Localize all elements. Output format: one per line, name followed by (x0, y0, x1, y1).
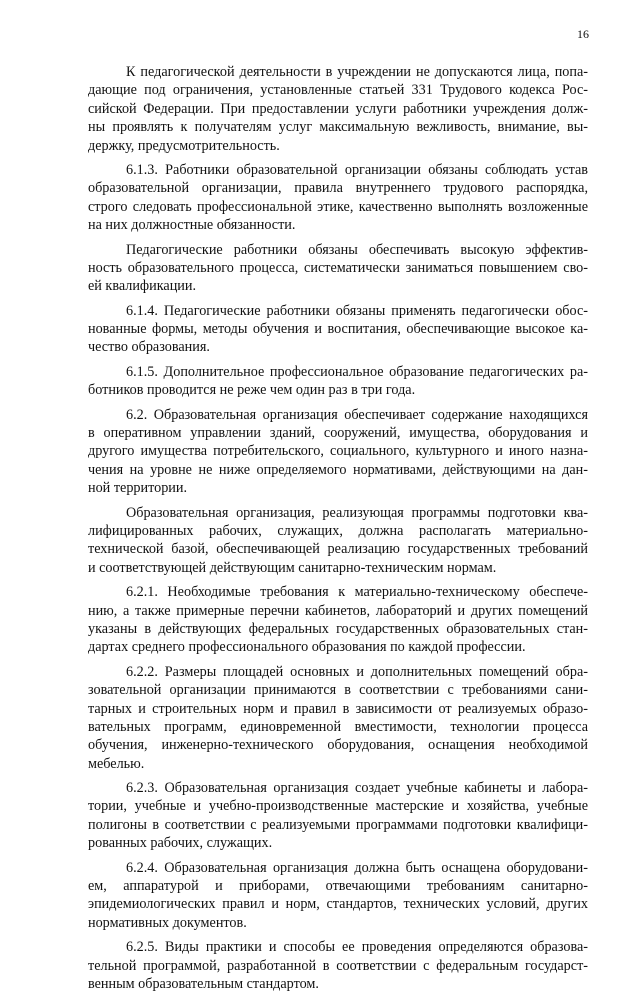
text-line: 6.2.4. Образовательная организация должна быть оснащена оборудовани- (126, 859, 588, 876)
text-line: 6.2.1. Необходимые требования к материально-техническому обеспече- (126, 584, 588, 601)
text-line: мебелью. (88, 755, 145, 772)
text-line: образовательной организации, правила внутреннего трудового распорядка, (88, 180, 588, 197)
text-line: 6.2.5. Виды практики и способы ее проведения определяются образова- (126, 939, 588, 956)
text-line: дающие под ограничения, установленные статьей 331 Трудового кодекса Рос- (88, 82, 588, 99)
text-line: 6.2. Образовательная организация обеспечивает содержание находящихся (126, 406, 588, 423)
text-line: на них должностные обязанности. (88, 217, 296, 234)
text-line: 6.2.2. Размеры площадей основных и дополнительных помещений обра- (126, 663, 588, 680)
text-line: и соответствующей действующим санитарно-техническим нормам. (88, 559, 497, 576)
paragraph (88, 63, 588, 155)
text-line: дартах среднего профессионального образования по каждой профессии. (88, 639, 526, 656)
text-line: ем, аппаратурой и приборами, отвечающими требованиям санитарно- (88, 878, 588, 895)
paragraph (88, 779, 588, 853)
text-line: в оперативном управлении зданий, сооружений, имущества, оборудования и (88, 425, 588, 442)
paragraph (88, 504, 588, 578)
text-line: тории, учебные и учебно-производственные мастерские и хозяйства, учебные (88, 798, 588, 815)
text-line: ной территории. (88, 480, 188, 497)
text-line: 6.1.3. Работники образовательной организации обязаны соблюдать устав (126, 161, 588, 178)
text-line: другого имущества потребительского, социального, культурного и иного назна- (88, 443, 588, 460)
text-line: ность образовательного процесса, систематически заниматься повышением сво- (88, 259, 588, 276)
text-line: ботников проводится не реже чем один раз в три года. (88, 382, 416, 399)
paragraph (88, 663, 588, 773)
text-line: рованных рабочих, служащих. (88, 835, 273, 852)
text-line: 6.1.4. Педагогические работники обязаны применять педагогически обос- (126, 302, 588, 319)
paragraph (88, 241, 588, 296)
text-line: указаны в действующих федеральных государственных образовательных стан- (88, 620, 588, 637)
paragraph (88, 363, 588, 400)
text-line: 6.2.3. Образовательная организация создает учебные кабинеты и лабора- (126, 780, 588, 797)
text-line: ей квалификации. (88, 278, 197, 295)
text-line: ны проявлять к получателям услуг максимальную вежливость, внимание, вы- (88, 119, 588, 136)
text-line: нию, а также примерные перечни кабинетов, лабораторий и других помещений (88, 602, 588, 619)
text-line: К педагогической деятельности в учреждении не допускаются лица, попа- (126, 64, 588, 80)
text-line: тарных и строительных норм и правил в зависимости от реализуемых образо- (88, 700, 588, 717)
text-line: технической базой, обеспечивающей реализацию государственных требований (88, 541, 588, 558)
text-line: держку, предусмотрительность. (88, 137, 280, 154)
document-body (88, 63, 588, 999)
text-line: нованные формы, методы обучения и воспитания, обеспечивающие высокое ка- (88, 321, 588, 338)
text-line: Образовательная организация, реализующая программы подготовки ква- (126, 504, 588, 521)
text-line: лифицированных рабочих, служащих, должна располагать материально- (88, 522, 588, 539)
text-line: чения на уровне не ниже определяемого нормативами, действующими на дан- (88, 461, 588, 478)
text-line: 6.1.5. Дополнительное профессиональное образование педагогических ра- (126, 363, 588, 380)
paragraph (88, 583, 588, 657)
text-line: обучения, инженерно-технического оборудования, оснащения необходимой (88, 737, 588, 754)
text-line: венным образовательным стандартом. (88, 975, 319, 992)
text-line: эпидемиологических правил и норм, стандартов, технических условий, других (88, 896, 588, 913)
paragraph (88, 302, 588, 357)
text-line: зовательной организации принимаются в соответствии с требованиями сани- (88, 682, 588, 699)
text-line: вательных программ, единовременной вместимости, технологии процесса (88, 718, 588, 735)
paragraph (88, 161, 588, 235)
paragraph (88, 406, 588, 498)
page-number: 16 (577, 27, 589, 41)
text-line: нормативных документов. (88, 914, 247, 931)
paragraph (88, 859, 588, 933)
text-line: Педагогические работники обязаны обеспечивать высокую эффектив- (126, 241, 588, 258)
text-line: строго следовать профессиональной этике, качественно выполнять возложенные (88, 198, 588, 215)
text-line: сийской Федерации. При предоставлении услуги работники учреждения долж- (88, 100, 588, 117)
text-line: полигоны в соответствии с реализуемыми программами подготовки квалифици- (88, 816, 588, 833)
paragraph (88, 938, 588, 993)
text-line: тельной программой, разработанной в соответствии с федеральным государст- (88, 957, 588, 974)
text-line: чество образования. (88, 339, 210, 356)
